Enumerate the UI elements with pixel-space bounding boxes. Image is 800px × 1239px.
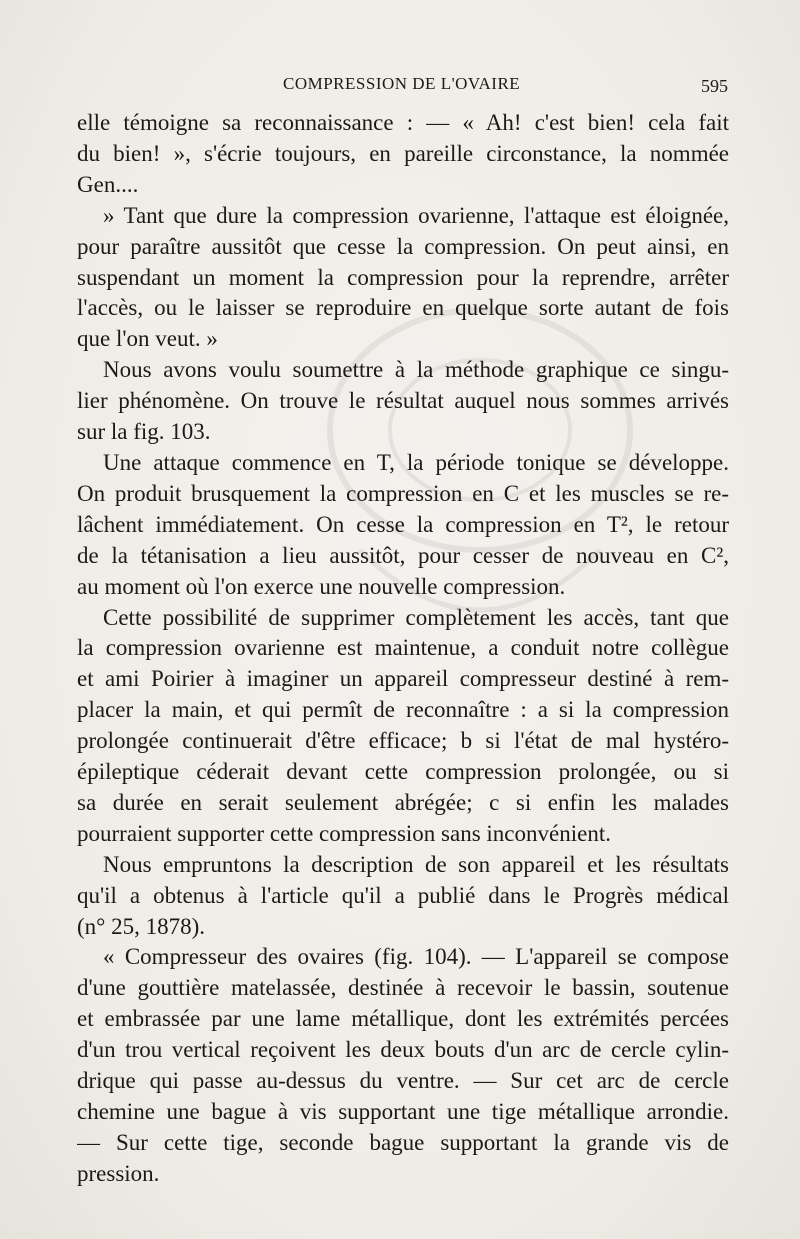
text-line: elle témoigne sa reconnaissance : — « Ah! c'est bien! cela fait bbox=[77, 110, 729, 135]
text-line: et ami Poirier à imaginer un appareil compresseur destiné à rem- bbox=[77, 666, 729, 692]
text-line: pourraient supporter cette compression sans inconvénient. bbox=[77, 820, 611, 846]
text-line: drique qui passe au-dessus du ventre. — Sur cet arc de cercle bbox=[77, 1068, 729, 1094]
text-line: Nous avons voulu soumettre à la méthode graphique ce singu- bbox=[103, 357, 729, 383]
text-line: de la tétanisation a lieu aussitôt, pour cesser de nouveau en C², bbox=[77, 542, 729, 568]
text-line: lâchent immédiatement. On cesse la compression en T², le retour bbox=[77, 511, 729, 537]
text-line: — Sur cette tige, seconde bague supportant la grande vis de bbox=[77, 1129, 729, 1155]
text-line: Gen.... bbox=[77, 171, 139, 197]
text-line: » Tant que dure la compression ovarienne, l'attaque est éloignée, bbox=[103, 202, 729, 228]
text-line: suspendant un moment la compression pour la reprendre, arrêter bbox=[77, 264, 729, 290]
text-line: Une attaque commence en T, la période tonique se développe. bbox=[103, 449, 729, 475]
text-line: et embrassée par une lame métallique, dont les extrémités percées bbox=[77, 1006, 729, 1032]
page-number: 595 bbox=[701, 76, 728, 96]
text-line: au moment où l'on exerce une nouvelle compression. bbox=[77, 573, 566, 599]
text-line: placer la main, et qui permît de reconnaître : a si la compression bbox=[77, 697, 729, 723]
running-head: COMPRESSION DE L'OVAIRE bbox=[283, 74, 521, 93]
text-line: On produit brusquement la compression en C et les muscles se re- bbox=[77, 480, 729, 506]
text-line: d'un trou vertical reçoivent les deux bouts d'un arc de cercle cylin- bbox=[77, 1037, 729, 1063]
text-line: qu'il a obtenus à l'article qu'il a publié dans le Progrès médical bbox=[77, 882, 729, 908]
text-line: (n° 25, 1878). bbox=[77, 913, 206, 939]
text-line: du bien! », s'écrie toujours, en pareille circonstance, la nommée bbox=[77, 140, 729, 166]
text-line: la compression ovarienne est maintenue, a conduit notre collègue bbox=[77, 635, 729, 661]
text-line: chemine une bague à vis supportant une tige métallique arrondie. bbox=[77, 1099, 729, 1124]
text-line: pression. bbox=[77, 1160, 160, 1186]
text-line: l'accès, ou le laisser se reproduire en quelque sorte autant de fois bbox=[77, 295, 729, 321]
body-text bbox=[77, 108, 729, 1190]
text-line: d'une gouttière matelassée, destinée à recevoir le bassin, soutenue bbox=[77, 975, 729, 1001]
text-line: prolongée continuerait d'être efficace; b si l'état de mal hystéro- bbox=[77, 728, 729, 754]
page-header bbox=[78, 74, 730, 104]
text-line: pour paraître aussitôt que cesse la compression. On peut ainsi, en bbox=[77, 233, 729, 259]
text-line: sa durée en serait seulement abrégée; c si enfin les malades bbox=[77, 789, 729, 815]
text-line: que l'on veut. » bbox=[77, 326, 218, 352]
text-line: Cette possibilité de supprimer complètement les accès, tant que bbox=[103, 604, 729, 630]
text-line: lier phénomène. On trouve le résultat auquel nous sommes arrivés bbox=[77, 388, 729, 414]
text-line: sur la fig. 103. bbox=[77, 419, 211, 445]
text-line: « Compresseur des ovaires (fig. 104). — L'appareil se compose bbox=[103, 944, 729, 970]
text-line: épileptique céderait devant cette compression prolongée, ou si bbox=[77, 759, 729, 785]
text-line: Nous empruntons la description de son appareil et les résultats bbox=[103, 851, 729, 877]
